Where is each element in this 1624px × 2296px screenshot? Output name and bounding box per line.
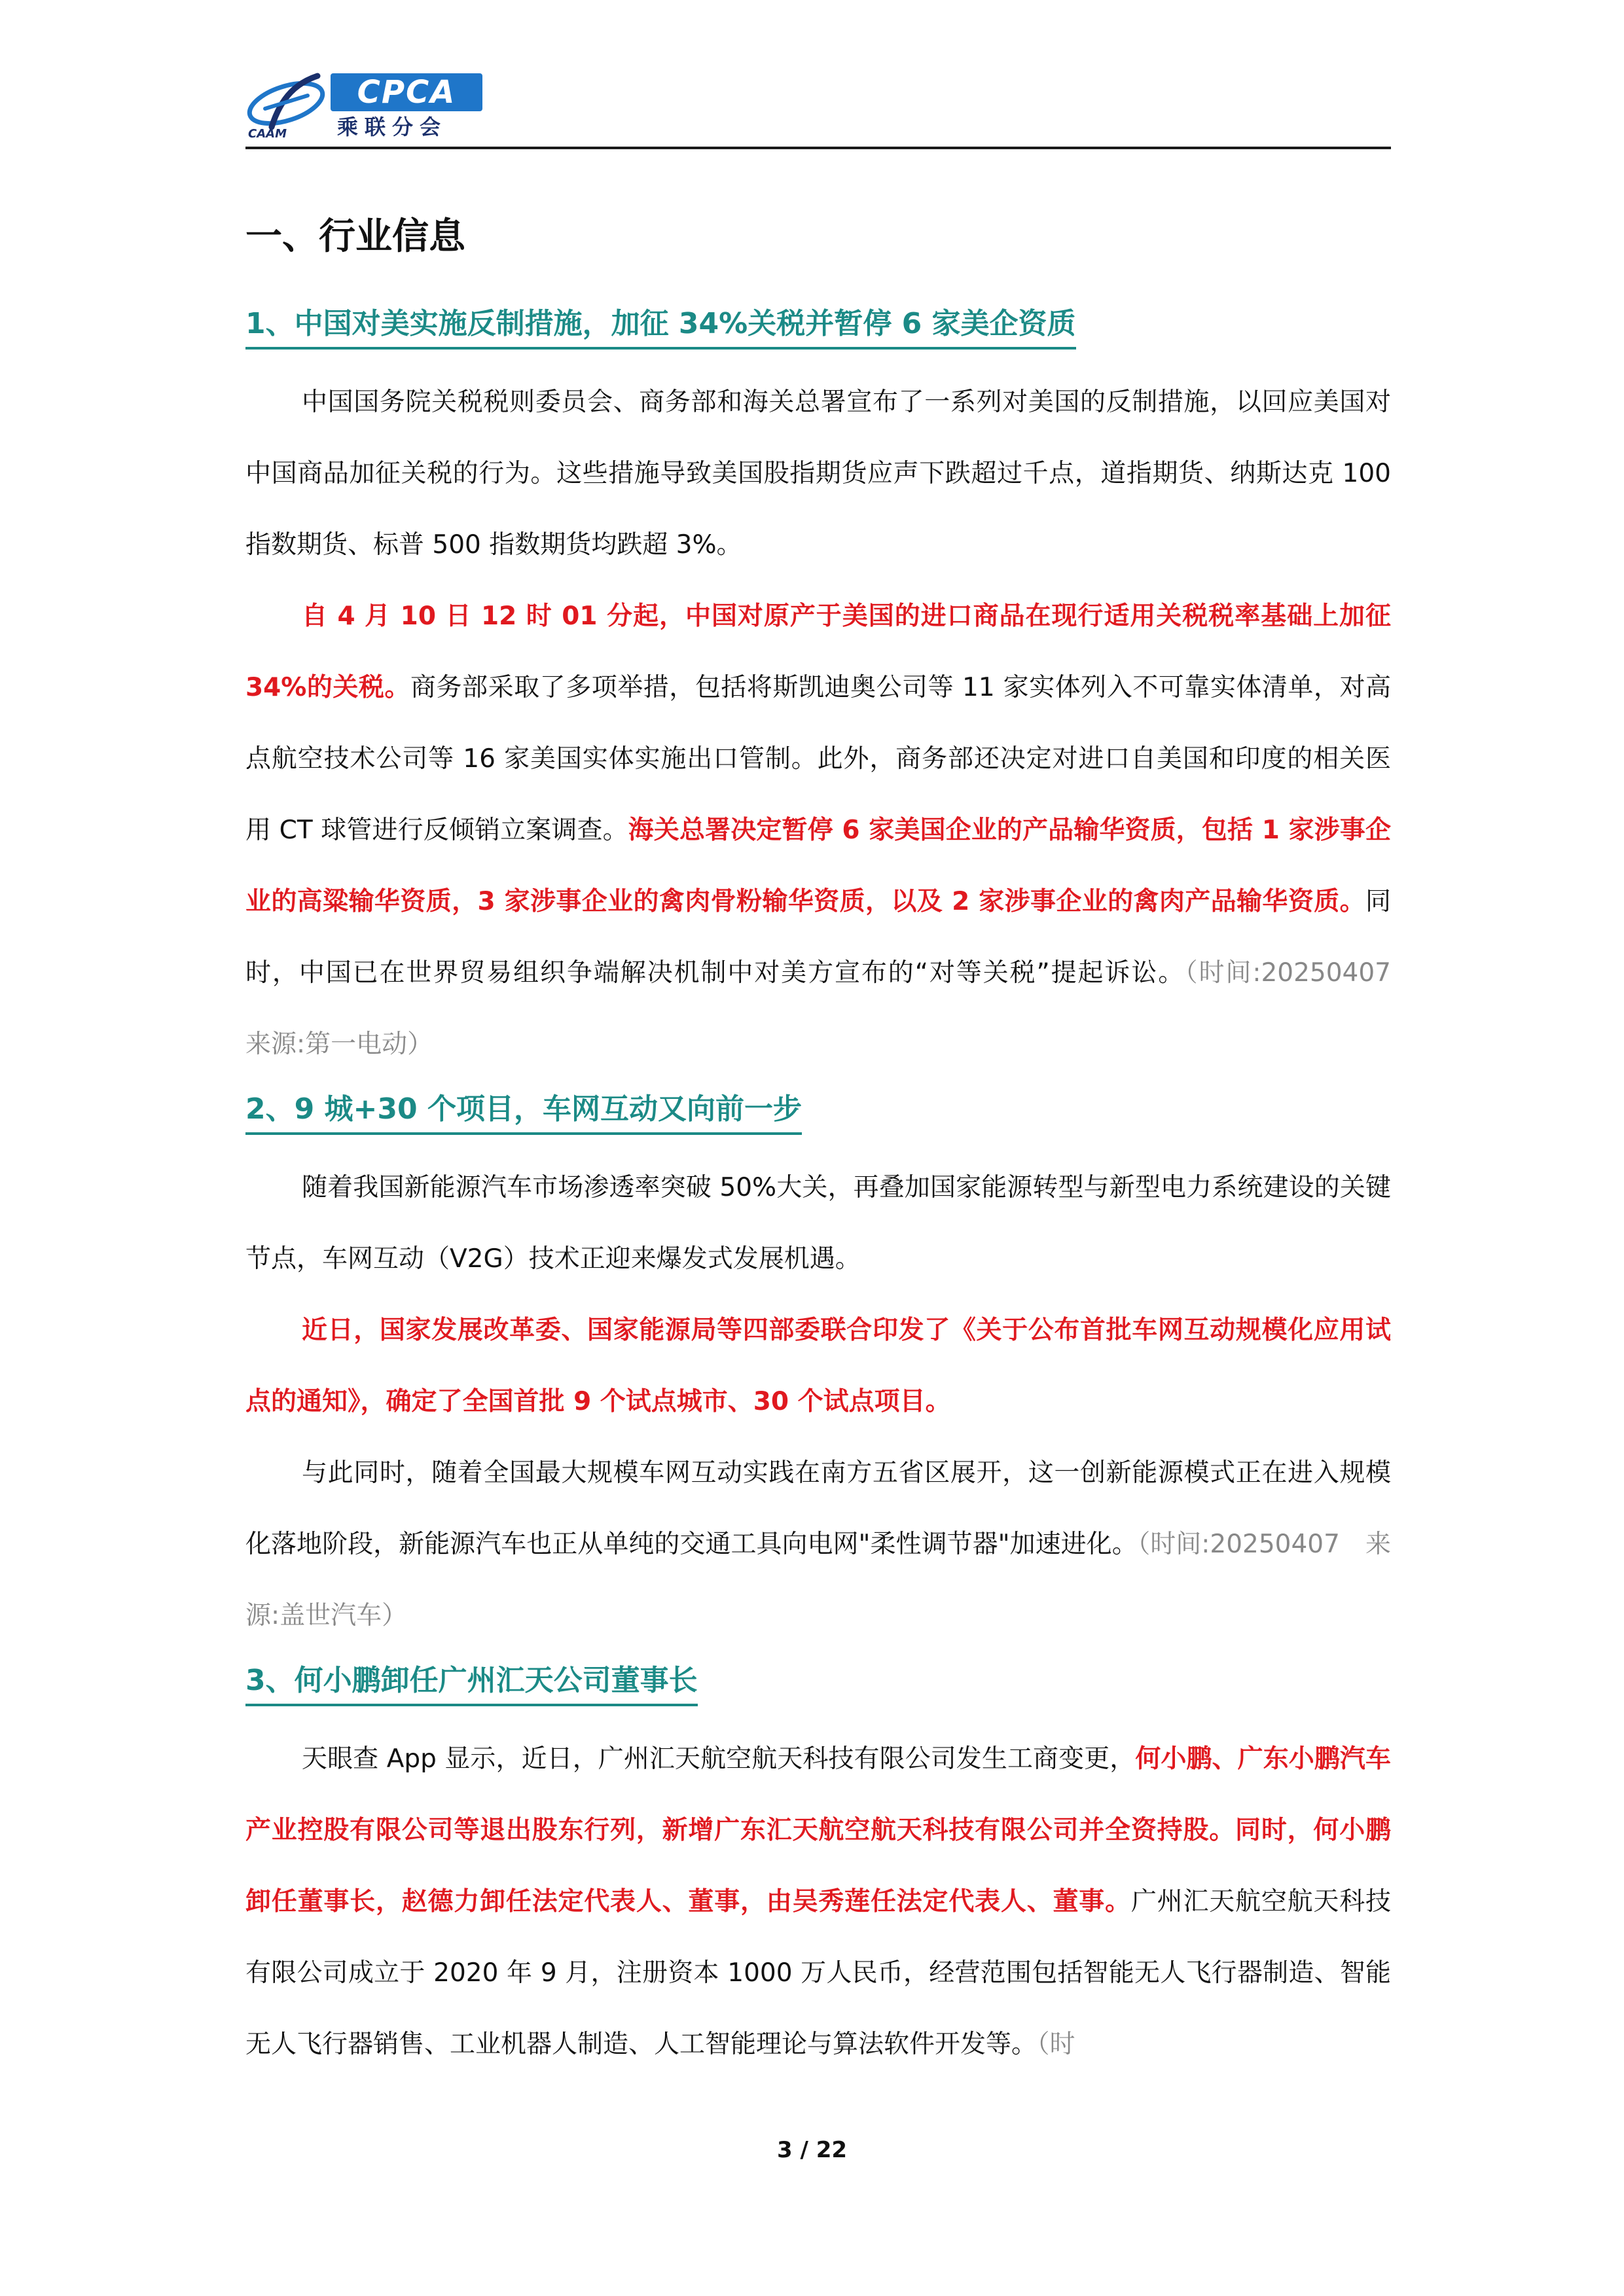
highlight-text: 何小鹏、广东小鹏汽车产业控股有限公司等退出股东行列，新增广东汇天航空航天科技有限公司并全资持股。同时，何小鹏卸任董事长，赵德力卸任法定代表人、董事，由吴秀莲任法定代表人、董事。 (245, 1744, 1391, 1916)
news-paragraph: 随着我国新能源汽车市场渗透率突破 50%大关，再叠加国家能源转型与新型电力系统建设的关键节点，车网互动（V2G）技术正迎来爆发式发展机遇。 (245, 1173, 1391, 1274)
header-divider (245, 147, 1391, 149)
body-text: 与此同时，随着全国最大规模车网互动实践在南方五省区展开，这一创新能源模式正在进入规模化落地阶段，新能源汽车也正从单纯的交通工具向电网"柔性调节器"加速进化。 (245, 1458, 1391, 1559)
highlight-text: 海关总署决定暂停 6 家美国企业的产品输华资质，包括 1 家涉事企业的高粱输华资质，3 家涉事企业的禽肉骨粉输华资质，以及 2 家涉事企业的禽肉产品输华资质。 (245, 816, 1391, 916)
page-header (245, 65, 1391, 149)
svg-text:CAAM: CAAM (248, 127, 287, 140)
news-paragraph: 中国国务院关税税则委员会、商务部和海关总署宣布了一系列对美国的反制措施，以回应美国对中国商品加征关税的行为。这些措施导致美国股指期货应声下跌超过千点，道指期货、纳斯达克 100 指数期货、标普 500 指数期货均跌超 3%。 (245, 387, 1391, 560)
body-text: 广州汇天航空航天科技有限公司成立于 2020 年 9 月，注册资本 1000 万人民币，经营范围包括智能无人飞行器制造、智能无人飞行器销售、工业机器人制造、人工智能理论与算法软件开发等。 (245, 1887, 1391, 2059)
section-title: 一、行业信息 (245, 215, 465, 258)
news-source: （时间:20250407 来源:盖世汽车） (245, 1530, 1391, 1630)
news-item (245, 1659, 1391, 2080)
news-title: 3、何小鹏卸任广州汇天公司董事长 (245, 1659, 698, 1706)
news-item (245, 302, 1416, 1080)
logo-chinese-name: 乘联分会 (337, 115, 448, 139)
document-body (245, 196, 1416, 2088)
news-paragraph (245, 581, 1416, 1080)
news-title: 1、中国对美实施反制措施，加征 34%关税并暂停 6 家美企资质 (245, 302, 1076, 350)
swoosh-logo-icon (245, 69, 331, 140)
body-text: 天眼查 App 显示，近日，广州汇天航空航天科技有限公司发生工商变更， (302, 1744, 1136, 1774)
news-item (245, 1088, 1391, 1651)
news-paragraph (245, 1437, 1391, 1651)
news-source: （时间:20250407 来源:第一电动） (245, 958, 1416, 1059)
news-paragraph (245, 1723, 1391, 2080)
body-text: 商务部采取了多项举措，包括将斯凯迪奥公司等 11 家实体列入不可靠实体清单，对高点航空技术公司等 16 家美国实体实施出口管制。此外，商务部还决定对进口自美国和印度的相关医用 CT 球管进行反倾销立案调查。 (245, 673, 1391, 845)
logo-badge: CPCA (331, 73, 482, 111)
news-paragraph (245, 1295, 1391, 1437)
highlight-text: 自 4 月 10 日 12 时 01 分起，中国对原产于美国的进口商品在现行适用关税税率基础上加征 34%的关税。 (245, 601, 1391, 702)
news-title: 2、9 城+30 个项目，车网互动又向前一步 (245, 1088, 802, 1135)
highlight-text: 近日，国家发展改革委、国家能源局等四部委联合印发了《关于公布首批车网互动规模化应用试点的通知》，确定了全国首批 9 个试点城市、30 个试点项目。 (245, 1316, 1391, 1416)
cpca-logo (245, 65, 494, 144)
news-source: （时 (1037, 2030, 1075, 2059)
body-text: 同时，中国已在世界贸易组织争端解决机制中对美方宣布的“对等关税”提起诉讼。 (245, 887, 1391, 988)
page-number: 3 / 22 (776, 2137, 848, 2163)
